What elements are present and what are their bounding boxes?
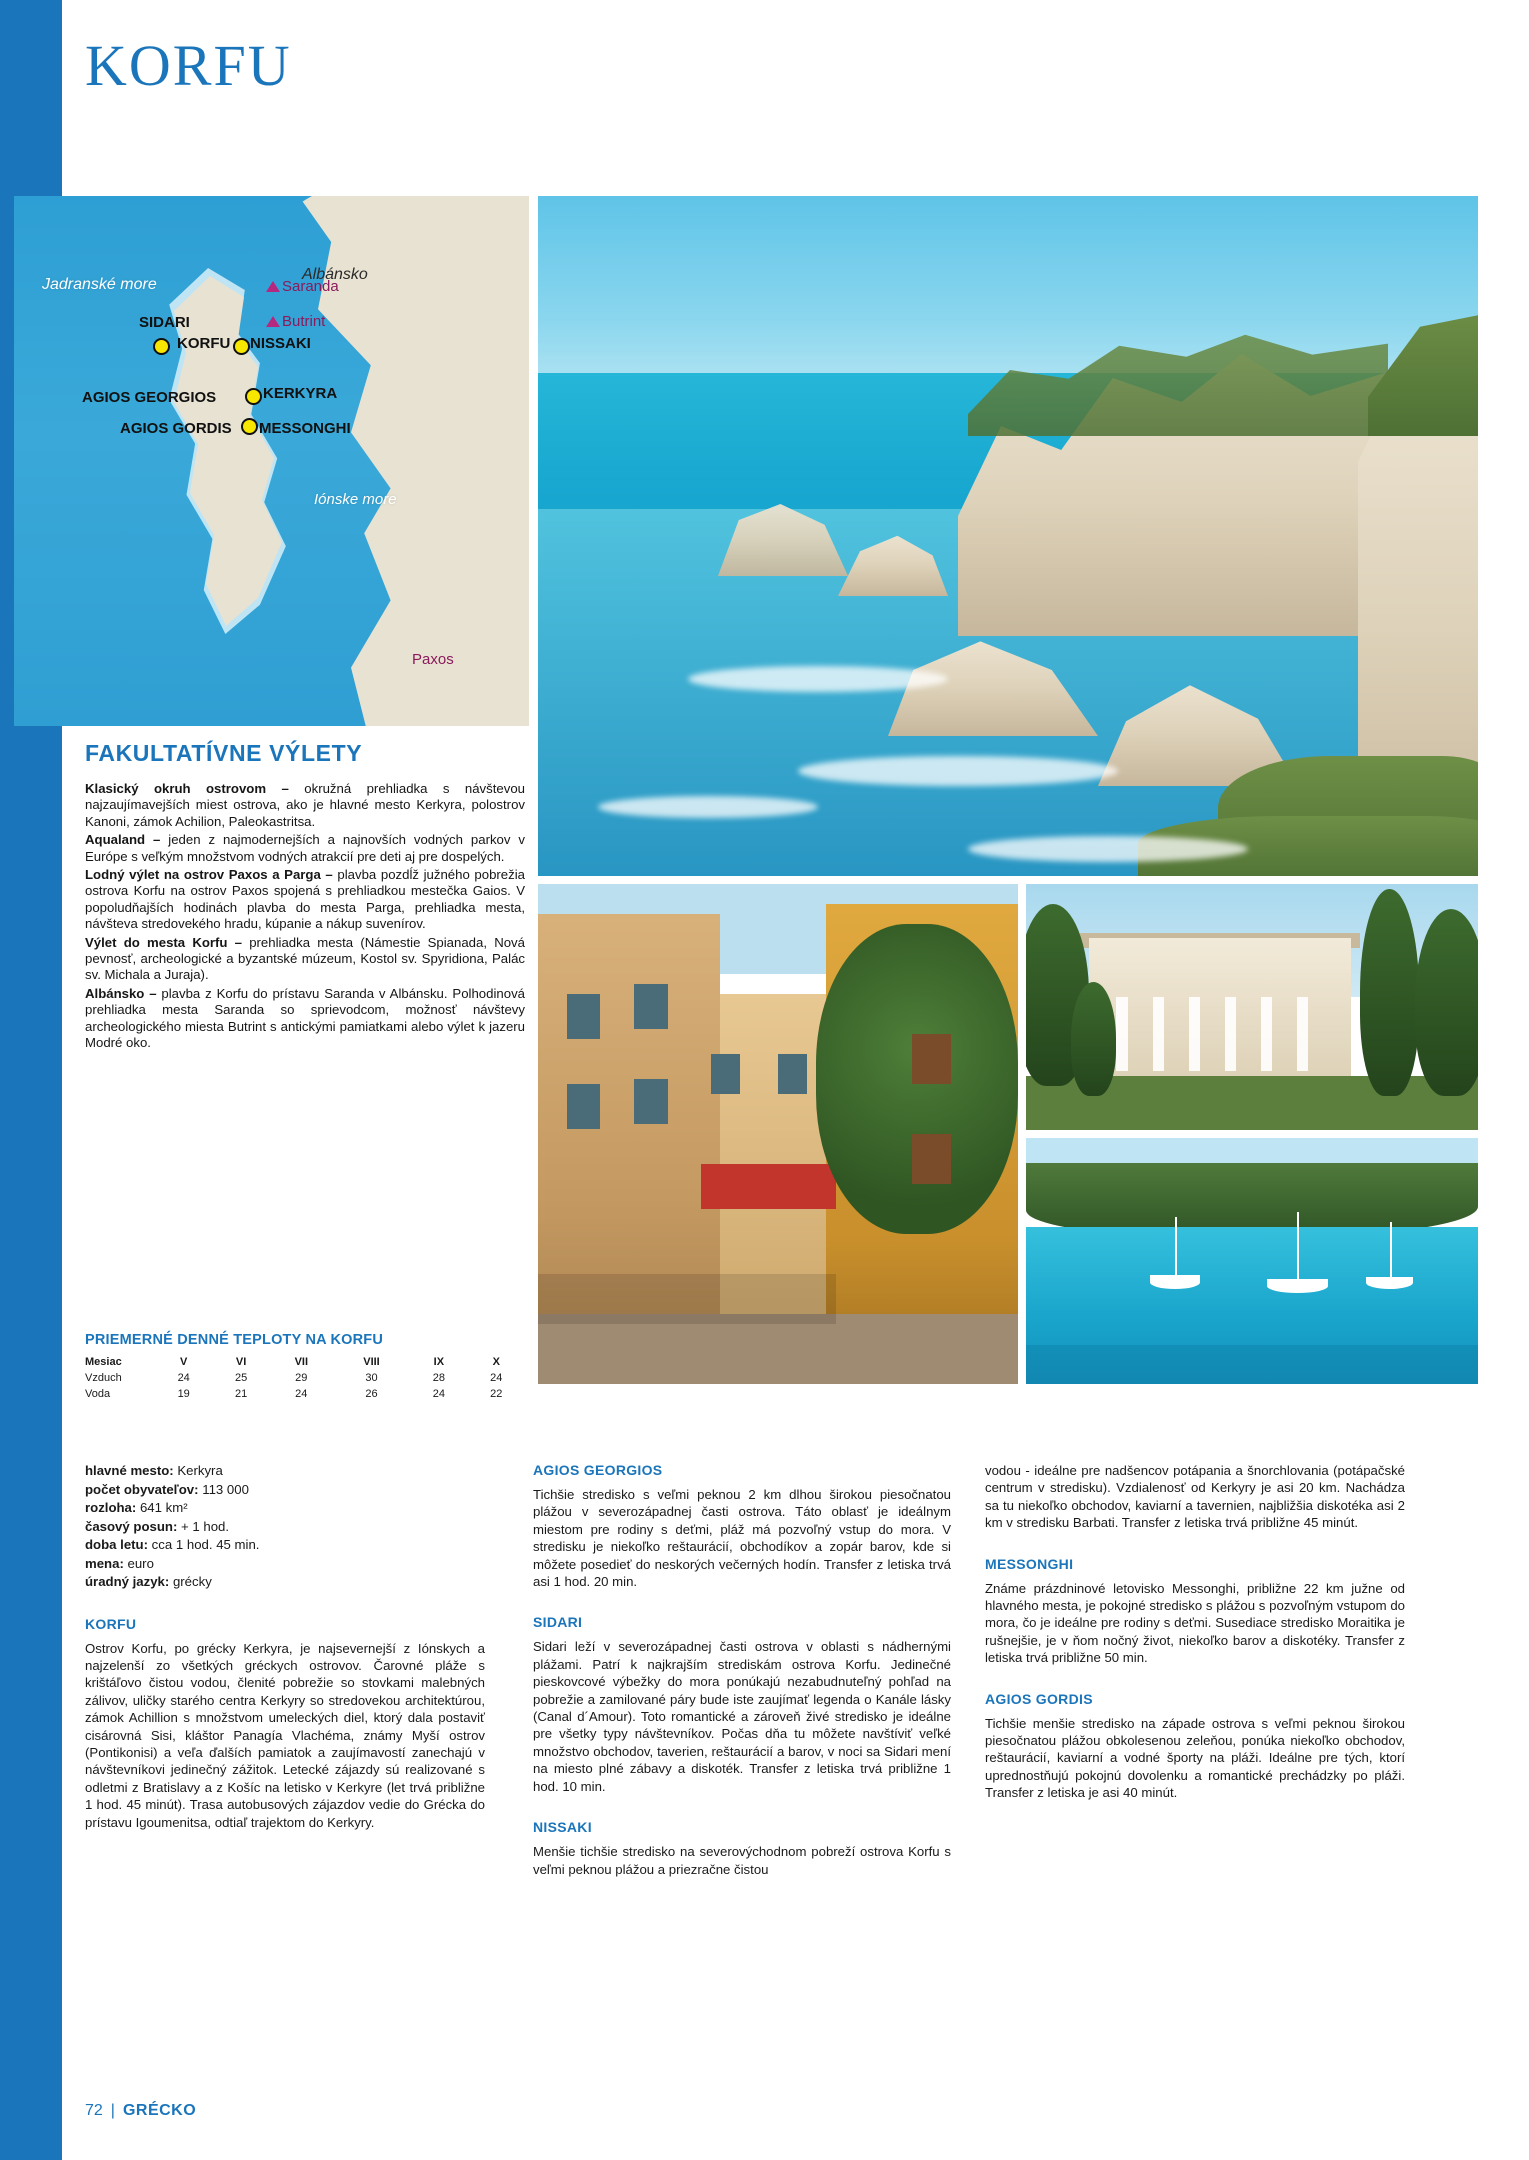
map-sea-label-adriatic: Jadranské more	[42, 276, 157, 293]
map-graphic	[14, 196, 529, 726]
map-sea-label-ionian: Iónske more	[314, 491, 397, 508]
fact-label: mena:	[85, 1555, 124, 1571]
table-header-cell: V	[180, 1356, 188, 1368]
excursion-text: jeden z najmodernejších a najnovších vodných parkov v Európe s veľkým množstvom vodných atrakcií pre deti aj pre dospelých.	[85, 832, 525, 864]
fact-value: 641 km²	[136, 1500, 188, 1515]
excursions-heading: FAKULTATÍVNE VÝLETY	[85, 740, 363, 766]
fact-label: počet obyvateľov:	[85, 1481, 199, 1497]
section-text-korfu: Ostrov Korfu, po grécky Kerkyra, je najsevernejší z Iónskych a najzelenší zo všetkých gréckych ostrovov. Čarovné pláže s krištáľovo čistou vodou, členité pobrežie so stovkami malebných zálivov, uličky starého centra Kerkyry so stredovekou architektúrou, zámok Achillion s množstvom umeleckých diel, ktorý dala postaviť cisárovná Sisi, kláštor Panagía Vlachéma, známy Myší ostrov (Pontikonisi) a veľa ďalších pamiatok a zaujímavostí zanechajú v návštevníkovi jedinečný zážitok. Letecké zájazdy sú realizované s odletmi z Bratislavy a z Košíc na letisko v Kerkyre (let trvá približne 1 hod. 45 minút). Trasa autobusových zájazdov vedie do Grécka do prístavu Igoumenitsa, odtiaľ trajektom do Kerkyry.	[85, 1640, 485, 1830]
section-text-nissaki-part: Menšie tichšie stredisko na severovýchodnom pobreží ostrova Korfu s veľmi peknou plážou a priezračne čistou	[533, 1844, 951, 1877]
excursion-item	[85, 935, 525, 984]
map-town-kerkyra: KERKYRA	[263, 385, 338, 402]
map-sun-messonghi-icon	[241, 418, 258, 435]
table-cell: 28	[432, 1372, 445, 1384]
table-cell: 21	[234, 1388, 248, 1400]
section-text-messonghi: Známe prázdninové letovisko Messonghi, približne 22 km južne od hlavného mesta, je pokojné stredisko s plážou s pozvoľným vstupom do mora, čo je ideálne pre rodiny s deťmi. Susediace stredisko Moraitika je rušnejšie, je v ňom nočný život, niekoľko barov a diskotéky. Transfer z letiska trvá približne 50 min.	[985, 1580, 1405, 1666]
map-sun-kerkyra-icon	[245, 388, 262, 405]
fact-label: úradný jazyk:	[85, 1574, 170, 1589]
excursion-text: okružná prehliadka s návštevou najzaujímavejších miest ostrova, ako je hlavné mesto Kerkyra, polostrov Kanoni, zámok Achilion, Paleokastritsa.	[85, 781, 526, 829]
table-header-cell: VII	[294, 1356, 309, 1368]
excursion-lead: Lodný výlet na ostrov Paxos a Parga –	[85, 867, 338, 883]
content-column-2	[533, 1462, 951, 1888]
map-town-agios-gordis: AGIOS GORDIS	[120, 420, 232, 437]
content-column-1	[85, 1462, 485, 1841]
map-marker-butrint-icon	[266, 316, 280, 327]
map-town-nissaki: NISSAKI	[250, 335, 311, 352]
section-heading-agios-georgios: AGIOS GEORGIOS	[533, 1462, 663, 1478]
footer-country: GRÉCKO	[122, 2102, 197, 2119]
fact-value: cca 1 hod. 45 min.	[148, 1537, 260, 1552]
photo-old-town-street	[538, 884, 1018, 1384]
map-town-agios-georgios: AGIOS GEORGIOS	[82, 389, 217, 406]
excursion-lead: Aqualand –	[85, 832, 169, 848]
table-header-month: Mesiac	[85, 1356, 122, 1368]
temperature-table	[85, 1354, 525, 1402]
excursion-lead: Klasický okruh ostrovom –	[85, 781, 305, 796]
page-number: 72	[85, 2102, 103, 2119]
table-cell: 26	[365, 1388, 378, 1400]
section-text-agios-georgios: Tichšie stredisko s veľmi peknou 2 km dlhou širokou piesočnatou plážou v severozápadnej časti ostrova. Táto oblasť je ideálnym miestom pre rodiny s deťmi, pláž má pozvoľný vstup do mora. V stredisku je niekoľko reštaurácií, obchodíkov a zopár barov, kde si môžete posedieť do neskorých večerných hodín. Transfer z letiska trvá asi 1 hod. 20 min.	[533, 1487, 951, 1590]
table-row	[85, 1370, 525, 1386]
section-text-agios-gordis: Tichšie menšie stredisko na západe ostrova s veľmi peknou širokou piesočnatou plážou obkolesenou zeleňou, ponúka niekoľko obchodov, reštaurácií, kaviarní a vodné športy na pláži. Ideálne pre tých, ktorí uprednostňujú pokojnú dovolenku a romantické prechádzky po pláži. Transfer z letiska je asi 40 minút.	[985, 1715, 1405, 1801]
section-heading-agios-gordis: AGIOS GORDIS	[985, 1690, 1093, 1707]
footer-divider: |	[110, 2102, 115, 2119]
excursion-item	[85, 781, 525, 830]
table-header-cell: VI	[235, 1356, 247, 1368]
table-cell: 24	[432, 1388, 445, 1400]
table-header-cell: IX	[433, 1356, 445, 1368]
fact-item	[85, 1555, 485, 1574]
page-footer	[85, 2102, 196, 2120]
fact-value: grécky	[169, 1574, 212, 1589]
map-sun-nissaki-icon	[233, 338, 250, 355]
fact-item	[85, 1536, 485, 1555]
temperature-heading: PRIEMERNÉ DENNÉ TEPLOTY NA KORFU	[85, 1332, 384, 1348]
section-heading-sidari: SIDARI	[533, 1614, 583, 1631]
photo-cliffs-cape-drastis	[538, 196, 1478, 876]
fact-label: časový posun:	[85, 1518, 178, 1534]
page-title: KORFU	[85, 33, 292, 98]
section-text-sidari: Sidari leží v severozápadnej časti ostrova v oblasti s nádhernými plážami. Patrí k najkrajším strediskám ostrova Korfu. Jedinečné pieskovcové výbežky do mora ponúkajú nezabudnuteľný pohľad na pobrežie a zamilované páry bude iste zaujímať legenda o Kanále lásky (Canal d´Amour). Toto romantické a zároveň živé stredisko je ideálne pre všetky typy návštevníkov. Počas dňa tu môžete navštíviť veľké množstvo obchodov, taverien, reštaurácií a barov, v noci sa Sidari mení na miesto plné zábavy a diskoték. Transfer z letiska trvá približne 1 hod. 10 min.	[533, 1639, 951, 1794]
map-point-saranda: Saranda	[282, 278, 339, 295]
excursion-lead: Albánsko –	[85, 985, 162, 1001]
fact-value: + 1 hod.	[177, 1518, 230, 1534]
table-cell: 19	[177, 1388, 190, 1400]
table-row	[85, 1386, 525, 1402]
table-header-cell: VIII	[363, 1356, 380, 1368]
fact-label: doba letu:	[85, 1537, 149, 1552]
map-town-sidari: SIDARI	[139, 314, 190, 331]
table-cell: 25	[234, 1372, 248, 1384]
excursion-text: plavba pozdĺž južného pobrežia ostrova Korfu na ostrov Paxos spojená s prehliadkou mestečka Gaios. V popoludňajších hodinách plavba do mesta Parga, prehliadka mesta, návšteva stredovekého hradu, kúpanie a nákup suvenírov.	[85, 867, 525, 932]
table-row-label: Vzduch	[85, 1372, 122, 1384]
fact-label: rozloha:	[85, 1500, 137, 1515]
table-row-label: Voda	[85, 1388, 111, 1400]
table-cell: 24	[295, 1388, 308, 1400]
section-heading-korfu: KORFU	[85, 1615, 137, 1632]
map-town-messonghi: MESSONGHI	[259, 420, 351, 437]
table-cell: 29	[295, 1372, 308, 1384]
fact-value: euro	[123, 1555, 154, 1571]
table-header-row	[85, 1354, 525, 1370]
section-heading-messonghi: MESSONGHI	[985, 1555, 1074, 1572]
map-country-label: Albánsko	[302, 266, 368, 283]
map-point-butrint: Butrint	[282, 313, 326, 330]
fact-label: hlavné mesto:	[85, 1463, 174, 1478]
excursion-item	[85, 832, 525, 865]
content-column-3	[985, 1462, 1405, 1812]
table-cell: 24	[177, 1372, 190, 1384]
fact-item	[85, 1462, 485, 1481]
excursion-item	[85, 867, 525, 933]
section-text-nissaki-cont: vodou - ideálne pre nadšencov potápania a šnorchlovania (potápačské centrum v stredisku). Vzdialenosť od Kerkyry je asi 20 km. Nachádza sa tu niekoľko obchodov, kaviarní a tavernien, najbližšia diskotéka asi 2 km v stredisku Barbati. Transfer z letiska trvá približne 45 minút.	[985, 1463, 1405, 1531]
excursion-text: prehliadka mesta (Námestie Spianada, Nová pevnosť, archeologické a byzantské múzeum, Kostol sv. Spyridiona, Palác sv. Michala a Juraja).	[85, 934, 525, 983]
map-town-korfu: KORFU	[177, 335, 231, 352]
map-point-paxos: Paxos	[412, 651, 454, 668]
excursion-text: plavba z Korfu do prístavu Saranda v Albánsku. Polhodinová prehliadka mesta Saranda so sprievodcom, možnosť návštevy archeologického miesta Butrint s antickými pamiatkami alebo výlet k jazeru Modré oko.	[85, 985, 525, 1051]
excursion-item	[85, 986, 525, 1052]
map-marker-saranda-icon	[266, 281, 280, 292]
section-heading-nissaki: NISSAKI	[533, 1819, 592, 1836]
table-cell: 22	[490, 1388, 503, 1400]
temperature-table-block	[85, 1332, 525, 1402]
table-cell: 24	[490, 1372, 503, 1384]
fact-value: Kerkyra	[173, 1463, 223, 1478]
fact-item	[85, 1481, 485, 1500]
photo-sailboats-bay	[1026, 1138, 1478, 1384]
fact-list	[85, 1462, 485, 1592]
excursions-block	[85, 740, 525, 1054]
fact-item	[85, 1518, 485, 1537]
excursion-lead: Výlet do mesta Korfu –	[85, 934, 250, 950]
map-sun-sidari-icon	[153, 338, 170, 355]
fact-value: 113 000	[198, 1481, 249, 1497]
table-cell: 30	[365, 1372, 378, 1384]
photo-achillion-palace	[1026, 884, 1478, 1130]
fact-item	[85, 1573, 485, 1592]
table-header-cell: X	[492, 1356, 500, 1368]
fact-item	[85, 1499, 485, 1518]
